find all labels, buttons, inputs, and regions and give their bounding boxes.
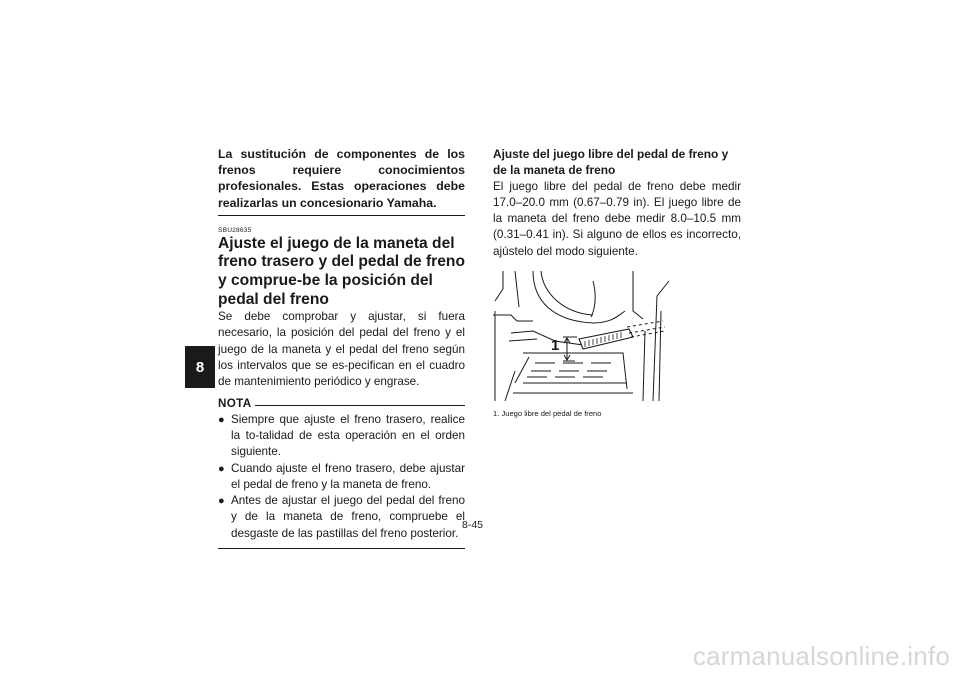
- note-list: [218, 412, 465, 542]
- note-item: [218, 461, 465, 494]
- note-item-text: Antes de ajustar el juego del pedal del freno y de la maneta de freno, compruebe el desgaste de las pastillas del freno posterior.: [231, 494, 465, 540]
- figure-callout-number: 1: [551, 337, 560, 355]
- bullet-icon: ●: [218, 413, 225, 426]
- brake-pedal-drawing: [493, 271, 669, 401]
- right-column: [493, 146, 741, 418]
- note-end-divider: [218, 548, 465, 549]
- warning-text: La sustitución de componentes de los frenos requiere conocimientos profesionales. Estas operaciones debe realizarlas un concesionario Yamaha.: [218, 147, 465, 210]
- watermark: carmanualsonline.info: [692, 641, 950, 671]
- brake-pedal-illustration: [493, 271, 669, 401]
- left-column: [218, 146, 465, 549]
- note-divider: [255, 405, 465, 406]
- note-item-text: Cuando ajuste el freno trasero, debe ajustar el pedal de freno y la maneta de freno.: [231, 461, 465, 491]
- warning-divider: [218, 215, 465, 216]
- subsection-body: El juego libre del pedal de freno debe medir 17.0–20.0 mm (0.67–0.79 in). El juego libre de la maneta del freno debe medir 8.0–10.5 mm (0.31–0.41 in). Si alguno de ellos es incorrecto, ajústelo del modo siguiente.: [493, 179, 741, 258]
- section-body: Se debe comprobar y ajustar, si fuera necesario, la posición del pedal del freno y el juego de la maneta y el pedal del freno según los intervalos que se es-pecifican en el cuadro de mantenimiento periódico y engrase.: [218, 310, 465, 389]
- note-label: NOTA: [218, 396, 252, 410]
- bullet-icon: ●: [218, 462, 225, 475]
- note-header: [218, 397, 465, 410]
- section-title: Ajuste el juego de la maneta del freno trasero y del pedal de freno y comprue-be la posición del pedal del freno: [218, 234, 465, 308]
- figure-caption: 1. Juego libre del pedal de freno: [493, 409, 602, 419]
- bullet-icon: ●: [218, 495, 225, 508]
- subsection-title: Ajuste del juego libre del pedal de freno y de la maneta de freno: [493, 147, 729, 178]
- page-number: 8-45: [462, 519, 484, 531]
- section-code: SBU28635: [218, 226, 252, 234]
- note-item: [218, 412, 465, 461]
- note-item-text: Siempre que ajuste el freno trasero, realice la to-talidad de esta operación en el orden siguiente.: [231, 412, 465, 459]
- note-item: [218, 493, 465, 542]
- chapter-tab: 8: [185, 346, 215, 388]
